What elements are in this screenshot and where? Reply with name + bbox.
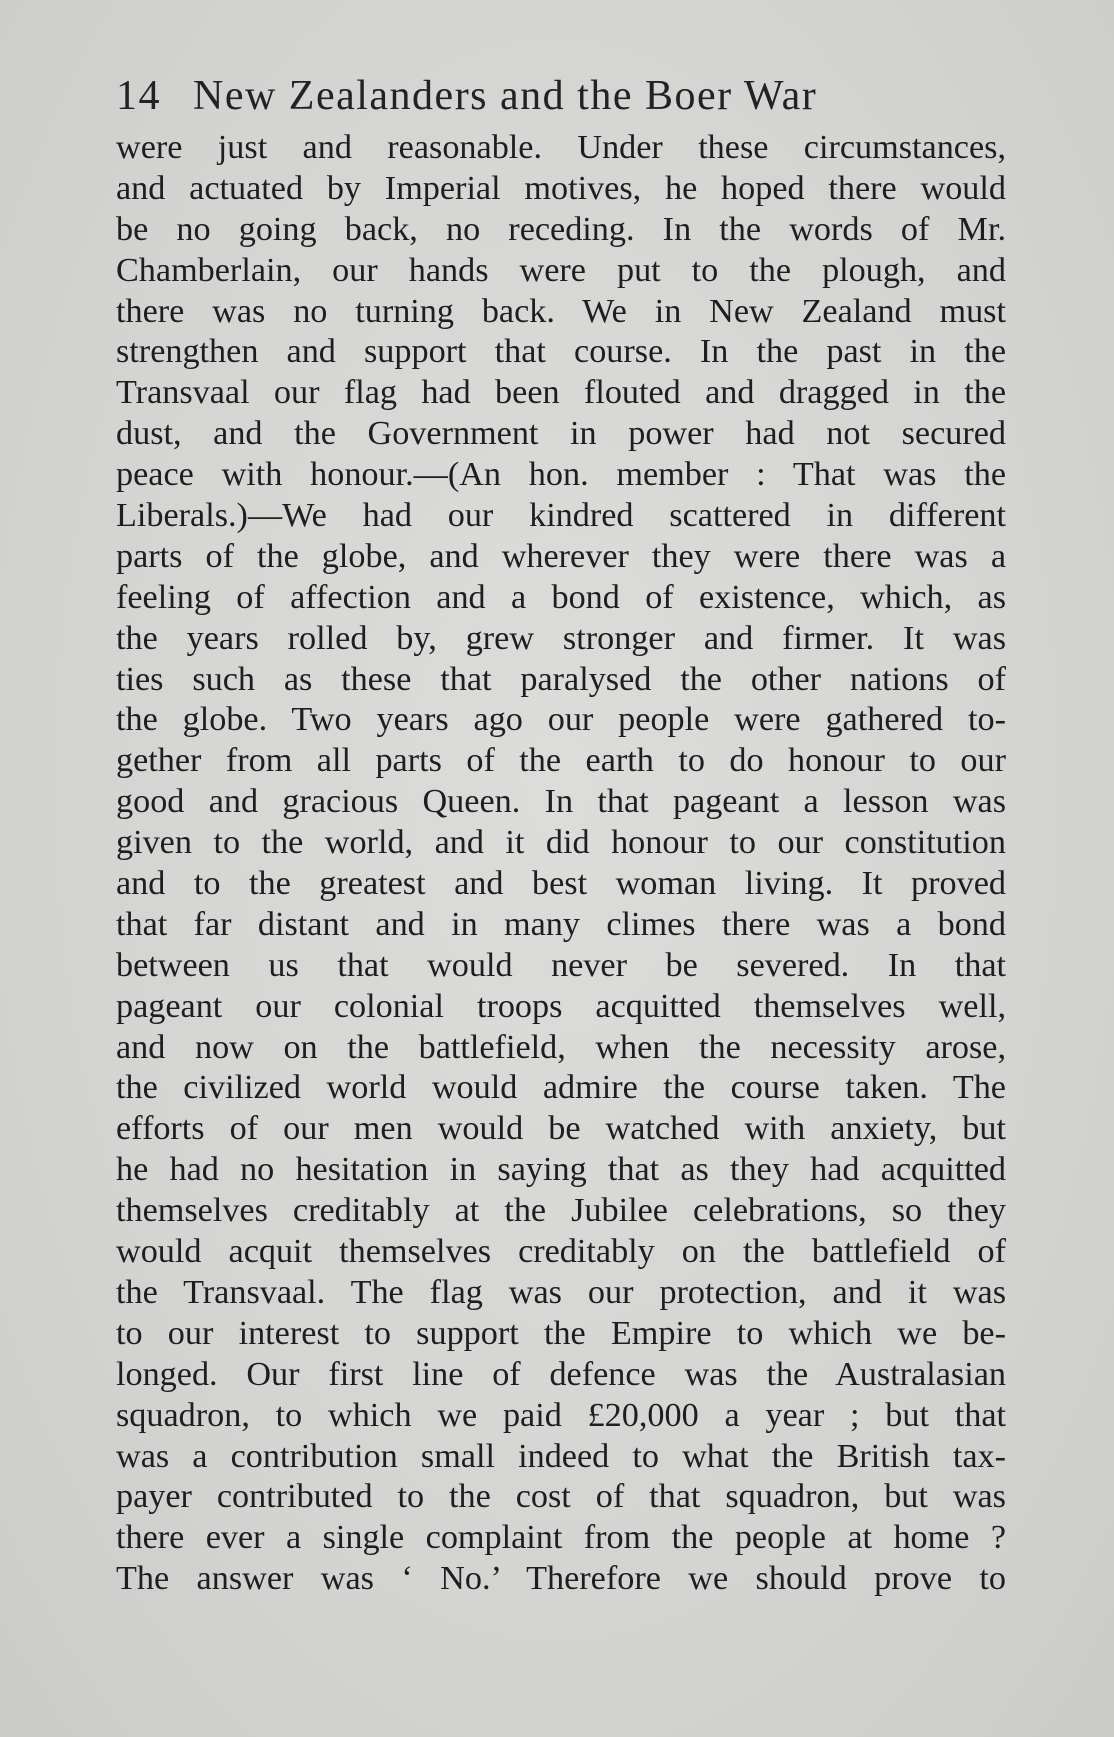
text-line: he had no hesitation in saying that as they had acquitted <box>116 1151 1006 1189</box>
text-line: squadron, to which we paid £20,000 a year ; but that <box>116 1396 1006 1434</box>
text-line: there ever a single complaint from the people at home ? <box>116 1519 1006 1557</box>
text-line: be no going back, no receding. In the words of Mr. <box>116 210 1006 248</box>
text-line: peace with honour.—(An hon. member : That was the <box>116 456 1006 494</box>
text-line: ties such as these that paralysed the other nations of <box>116 660 1006 698</box>
text-line: and to the greatest and best woman living. It proved <box>116 865 1006 903</box>
text-line: there was no turning back. We in New Zealand must <box>116 292 1006 330</box>
text-line: pageant our colonial troops acquitted themselves well, <box>116 987 1006 1025</box>
text-line: feeling of affection and a bond of existence, which, as <box>116 578 1006 616</box>
text-line: dust, and the Government in power had not secured <box>116 415 1006 453</box>
text-line: the years rolled by, grew stronger and firmer. It was <box>116 619 1006 657</box>
text-line: that far distant and in many climes there was a bond <box>116 905 1006 943</box>
text-line: parts of the globe, and wherever they were there was a <box>116 537 1006 575</box>
text-line: the Transvaal. The flag was our protection, and it was <box>116 1273 1006 1311</box>
text-line: themselves creditably at the Jubilee celebrations, so they <box>116 1192 1006 1230</box>
text-line: were just and reasonable. Under these circumstances, <box>116 129 1006 166</box>
text-line: between us that would never be severed. In that <box>116 946 1006 984</box>
text-line: to our interest to support the Empire to which we be- <box>116 1314 1006 1352</box>
text-line: the globe. Two years ago our people were gathered to- <box>116 701 1006 739</box>
text-line: Liberals.)—We had our kindred scattered in different <box>116 497 1006 535</box>
text-line: and actuated by Imperial motives, he hoped there would <box>116 169 1006 207</box>
text-line: Transvaal our flag had been flouted and dragged in the <box>116 374 1006 412</box>
text-line: efforts of our men would be watched with anxiety, but <box>116 1110 1006 1148</box>
page-number: 14 <box>116 73 161 119</box>
text-line: longed. Our first line of defence was the Australasian <box>116 1355 1006 1393</box>
book-page <box>116 72 1006 1600</box>
text-line: Chamberlain, our hands were put to the plough, and <box>116 251 1006 289</box>
text-line: given to the world, and it did honour to our constitution <box>116 824 1006 862</box>
text-line: gether from all parts of the earth to do honour to our <box>116 742 1006 780</box>
text-line: strengthen and support that course. In the past in the <box>116 333 1006 371</box>
text-line: would acquit themselves creditably on the battlefield of <box>116 1233 1006 1271</box>
text-line: payer contributed to the cost of that squadron, but was <box>116 1478 1006 1516</box>
text-line: and now on the battlefield, when the necessity arose, <box>116 1028 1006 1066</box>
text-line: the civilized world would admire the course taken. The <box>116 1069 1006 1107</box>
body-text <box>116 128 1006 1600</box>
running-header <box>116 72 1006 128</box>
text-line: was a contribution small indeed to what the British tax- <box>116 1437 1006 1475</box>
text-line: The answer was ‘ No.’ Therefore we should prove to <box>116 1560 1006 1598</box>
running-title: New Zealanders and the Boer War <box>193 73 818 119</box>
text-line: good and gracious Queen. In that pageant a lesson was <box>116 783 1006 821</box>
